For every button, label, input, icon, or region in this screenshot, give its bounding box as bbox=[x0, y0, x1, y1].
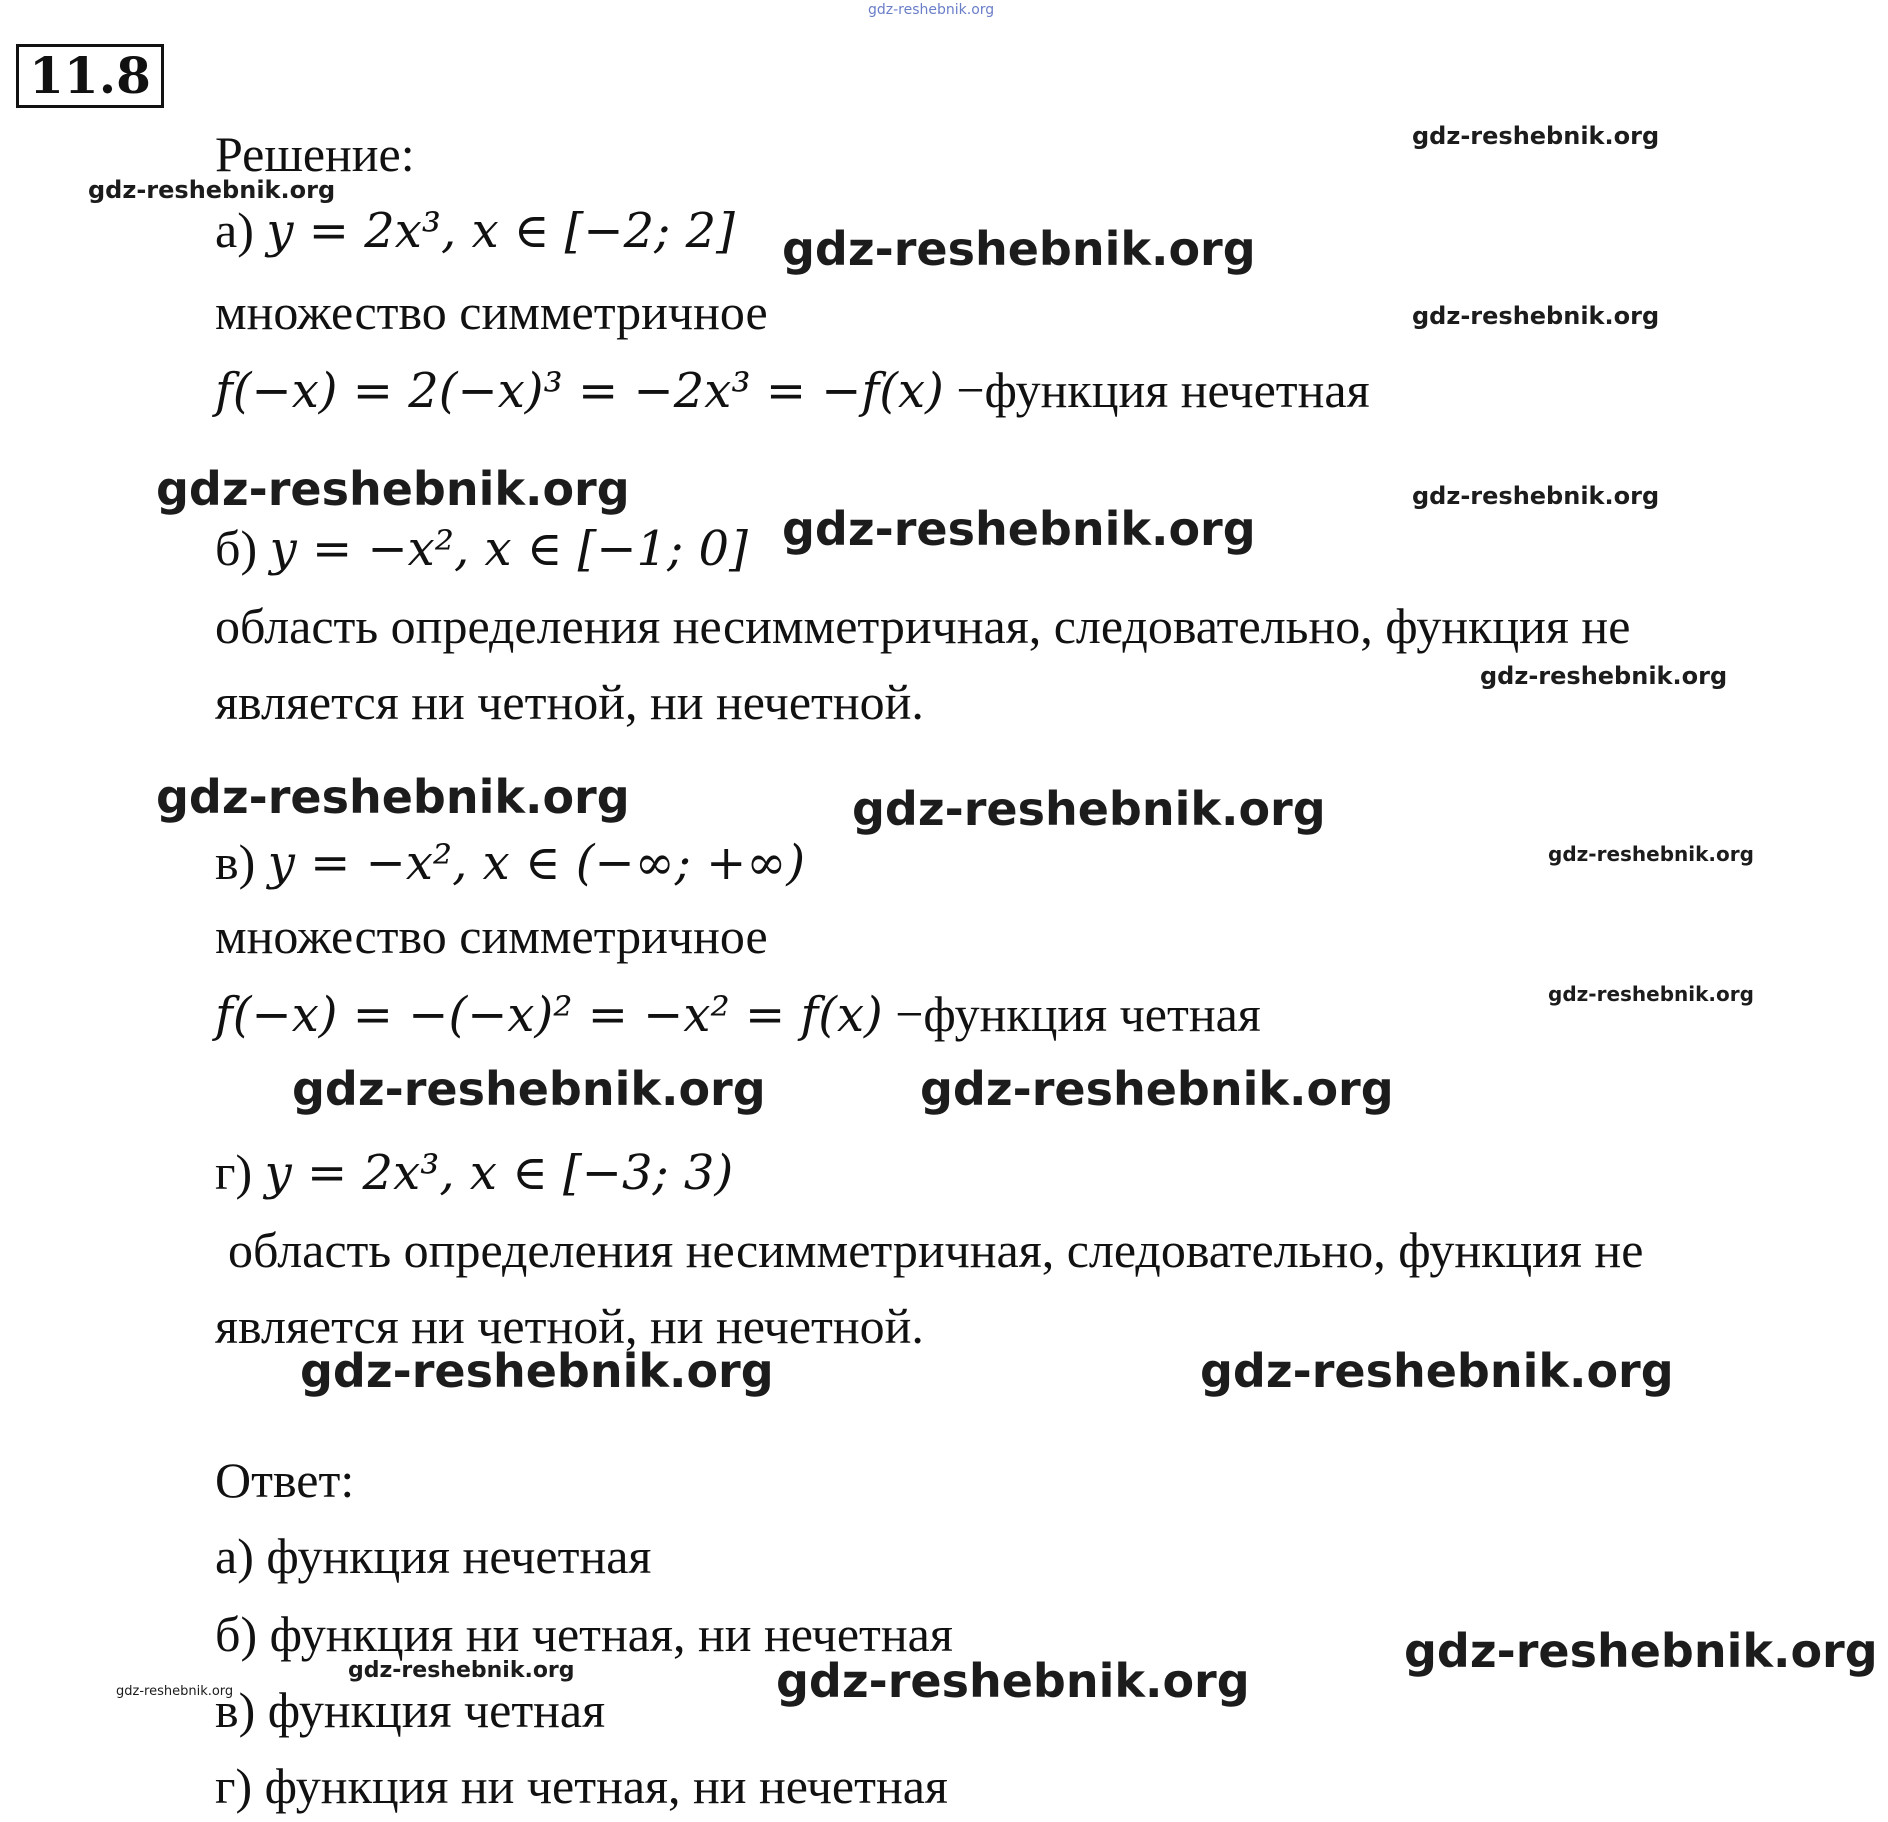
solution-label: Решение: bbox=[215, 126, 415, 182]
part-g-label: г) bbox=[215, 1144, 253, 1200]
watermark: gdz-reshebnik.org bbox=[776, 1654, 1250, 1708]
part-v-formula-line bbox=[215, 832, 805, 893]
part-b-formula-line bbox=[215, 518, 748, 579]
part-g-note-line1: область определения несимметричная, следовательно, функция не bbox=[228, 1222, 1644, 1278]
watermark: gdz-reshebnik.org bbox=[1480, 662, 1728, 690]
watermark: gdz-reshebnik.org bbox=[1404, 1624, 1878, 1678]
part-b-note-line2: является ни четной, ни нечетной. bbox=[215, 674, 924, 730]
watermark-top: gdz-reshebnik.org bbox=[868, 2, 995, 18]
part-v-derivation-line bbox=[215, 984, 1261, 1045]
part-v-formula: y = −x², x ∈ (−∞; +∞) bbox=[267, 835, 806, 891]
watermark: gdz-reshebnik.org bbox=[1548, 842, 1754, 866]
watermark: gdz-reshebnik.org bbox=[116, 1684, 234, 1699]
watermark: gdz-reshebnik.org bbox=[300, 1344, 774, 1398]
part-b-formula: y = −x², x ∈ [−1; 0] bbox=[269, 521, 748, 577]
watermark: gdz-reshebnik.org bbox=[1412, 302, 1660, 330]
part-g-formula: y = 2x³, x ∈ [−3; 3) bbox=[264, 1145, 734, 1201]
watermark: gdz-reshebnik.org bbox=[782, 222, 1256, 276]
watermark: gdz-reshebnik.org bbox=[156, 462, 630, 516]
watermark: gdz-reshebnik.org bbox=[348, 1658, 575, 1683]
task-number-box: 11.8 bbox=[16, 44, 164, 108]
watermark: gdz-reshebnik.org bbox=[852, 782, 1326, 836]
watermark: gdz-reshebnik.org bbox=[1200, 1344, 1674, 1398]
part-a-derivation: f(−x) = 2(−x)³ = −2x³ = −f(x) bbox=[215, 363, 944, 419]
part-a-derivation-line bbox=[215, 360, 1370, 421]
watermark: gdz-reshebnik.org bbox=[1548, 982, 1754, 1006]
watermark: gdz-reshebnik.org bbox=[782, 502, 1256, 556]
part-v-note: множество симметричное bbox=[215, 908, 768, 964]
answer-item-b: б) функция ни четная, ни нечетная bbox=[215, 1606, 953, 1662]
part-g-note-line2: является ни четной, ни нечетной. bbox=[215, 1298, 924, 1354]
part-a-note: множество симметричное bbox=[215, 284, 768, 340]
part-v-label: в) bbox=[215, 834, 256, 890]
part-b-label: б) bbox=[215, 520, 258, 576]
answer-label: Ответ: bbox=[215, 1452, 355, 1508]
answer-item-a: а) функция нечетная bbox=[215, 1528, 652, 1584]
answer-item-v: в) функция четная bbox=[215, 1682, 606, 1738]
part-a-label: а) bbox=[215, 202, 254, 258]
part-a-conclusion: −функция нечетная bbox=[956, 362, 1370, 418]
part-b-note-line1: область определения несимметричная, следовательно, функция не bbox=[215, 598, 1631, 654]
part-g-formula-line bbox=[215, 1142, 733, 1203]
watermark: gdz-reshebnik.org bbox=[1412, 122, 1660, 150]
part-v-conclusion: −функция четная bbox=[895, 986, 1261, 1042]
part-a-formula-line bbox=[215, 200, 735, 261]
watermark: gdz-reshebnik.org bbox=[292, 1062, 766, 1116]
part-a-formula: y = 2x³, x ∈ [−2; 2] bbox=[266, 203, 735, 259]
watermark: gdz-reshebnik.org bbox=[156, 770, 630, 824]
answer-item-g: г) функция ни четная, ни нечетная bbox=[215, 1758, 948, 1814]
watermark: gdz-reshebnik.org bbox=[920, 1062, 1394, 1116]
part-v-derivation: f(−x) = −(−x)² = −x² = f(x) bbox=[215, 987, 883, 1043]
watermark: gdz-reshebnik.org bbox=[88, 176, 336, 204]
watermark: gdz-reshebnik.org bbox=[1412, 482, 1660, 510]
